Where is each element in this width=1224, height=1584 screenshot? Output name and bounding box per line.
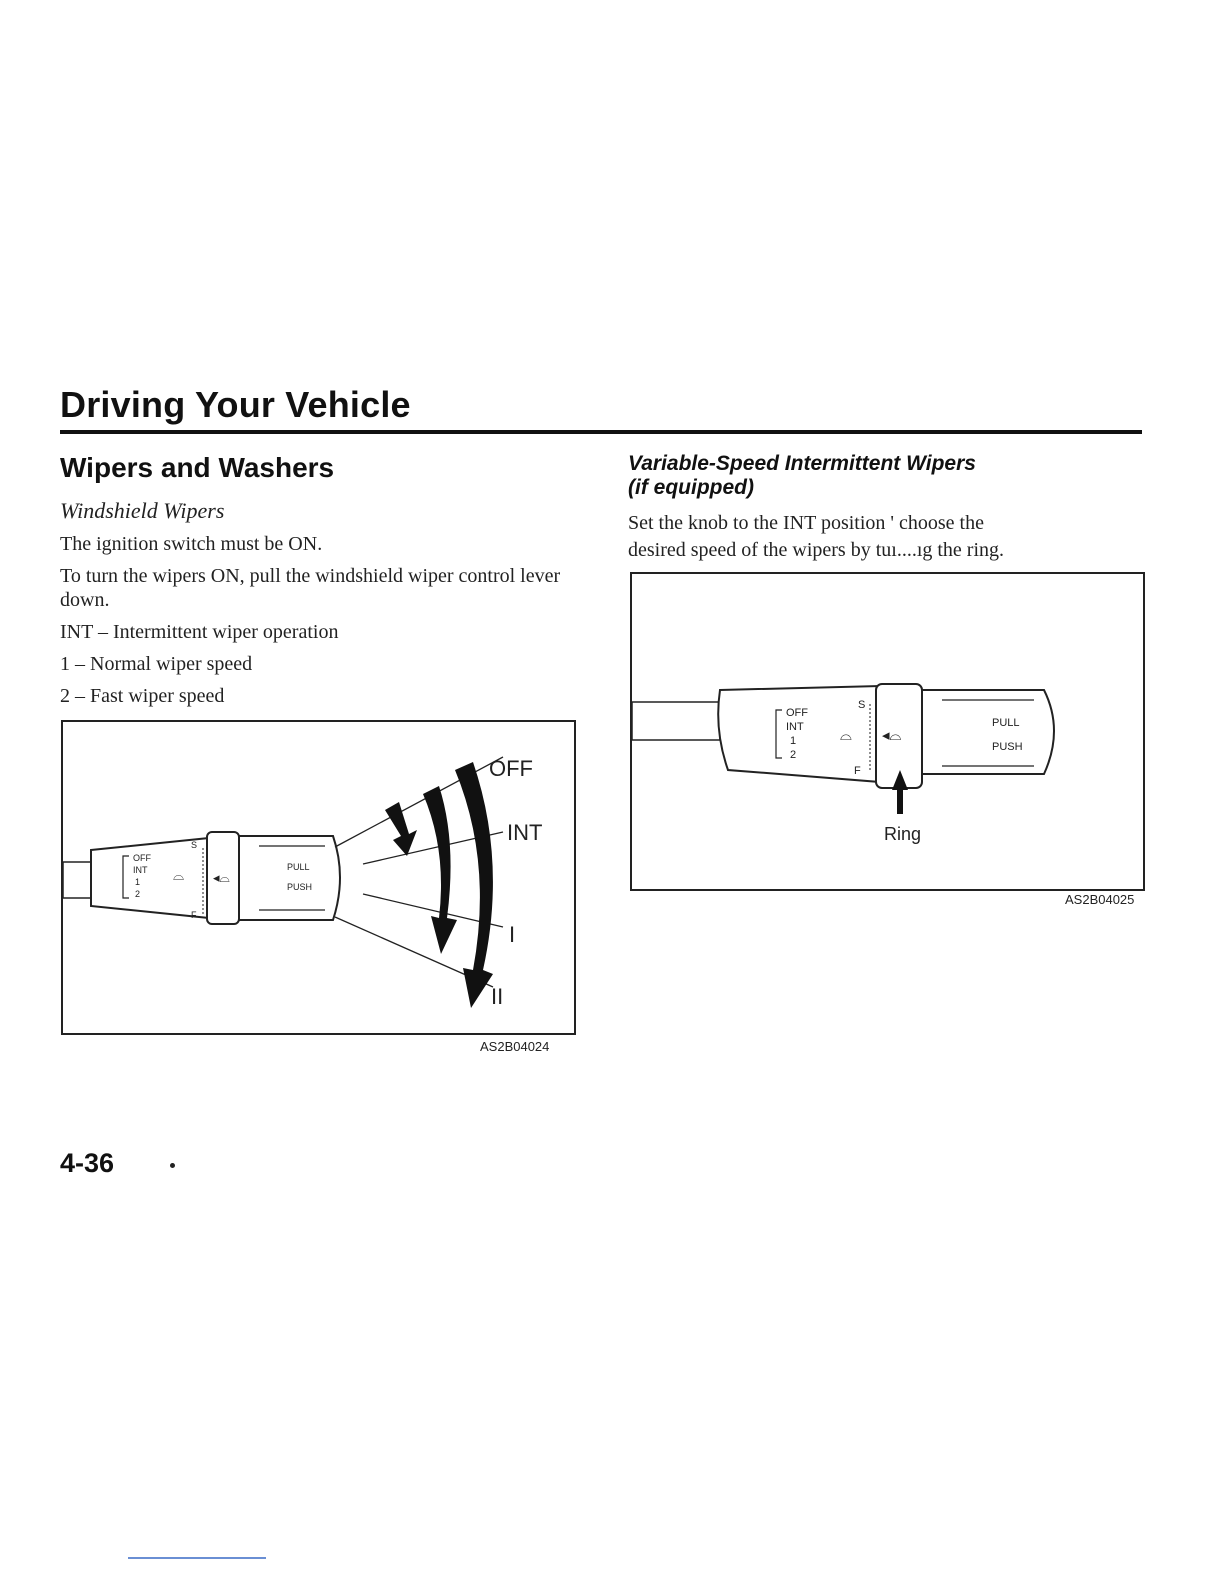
chapter-divider <box>60 430 1142 434</box>
figure-code: AS2B04025 <box>1065 892 1135 907</box>
arrow-speed-1 <box>423 786 457 954</box>
lever-body <box>91 838 209 918</box>
paragraph-speed-1: 1 – Normal wiper speed <box>60 653 253 675</box>
heading-line-1: Variable-Speed Intermittent Wipers <box>628 452 976 475</box>
subsection-title-variable <box>628 452 1148 500</box>
variable-wiper-figure <box>630 572 1145 891</box>
chapter-title: Driving Your Vehicle <box>60 384 411 425</box>
right-column <box>628 452 1148 564</box>
washer-icon: ◂⌓ <box>882 727 902 744</box>
paragraph-ignition: The ignition switch must be ON. <box>60 533 323 555</box>
label-int: INT <box>786 721 804 733</box>
heading-line-2: (if equipped) <box>628 476 754 499</box>
wiper-lever-figure <box>61 720 576 1035</box>
paragraph-turn-on: To turn the wipers ON, pull the windshield wiper control lever down. <box>60 565 561 611</box>
label-pull: PULL <box>992 717 1020 729</box>
position-ii: II <box>491 984 504 1009</box>
left-column <box>60 452 580 716</box>
dot-mark <box>170 1163 175 1168</box>
para-line-2: desired speed of the wipers by tuı....ıg the ring. <box>628 539 1005 561</box>
variable-wiper-illustration <box>632 574 1143 889</box>
page-number: 4-36 <box>60 1148 115 1178</box>
lever-knob <box>922 690 1054 774</box>
bottom-line <box>128 1557 266 1559</box>
label-push: PUSH <box>992 741 1023 753</box>
label-int: INT <box>133 865 148 875</box>
label-2: 2 <box>135 889 141 899</box>
label-f: F <box>191 910 197 920</box>
label-s: S <box>858 699 866 711</box>
label-1: 1 <box>135 877 141 887</box>
lever-knob <box>239 836 340 920</box>
label-off: OFF <box>133 853 151 863</box>
paragraph-int: INT – Intermittent wiper operation <box>60 621 339 643</box>
lever-stalk <box>63 862 93 898</box>
section-title: Wipers and Washers <box>60 452 335 483</box>
label-push: PUSH <box>287 882 313 892</box>
label-f: F <box>854 765 861 777</box>
label-pull: PULL <box>287 862 310 872</box>
washer-icon: ◂⌓ <box>213 870 230 885</box>
label-s: S <box>191 840 198 850</box>
paragraph-variable <box>628 510 1148 564</box>
position-int: INT <box>507 820 543 845</box>
para-line-1: Set the knob to the INT position ' choose the <box>628 512 984 534</box>
wiper-icon: ⌓ <box>173 867 185 883</box>
position-i: I <box>509 922 516 947</box>
ring-label: Ring <box>884 824 922 844</box>
arrow-int <box>385 802 417 856</box>
arrow-speed-2 <box>455 762 493 1008</box>
position-off: OFF <box>489 756 533 781</box>
wiper-lever-illustration <box>63 722 574 1033</box>
label-off: OFF <box>786 707 808 719</box>
figure-code: AS2B04024 <box>480 1039 550 1054</box>
wiper-icon: ⌓ <box>840 727 852 744</box>
label-2: 2 <box>790 749 797 761</box>
label-1: 1 <box>790 735 797 747</box>
lever-stalk <box>632 702 720 740</box>
paragraph-speed-2: 2 – Fast wiper speed <box>60 685 225 707</box>
subsection-title: Windshield Wipers <box>60 498 225 523</box>
